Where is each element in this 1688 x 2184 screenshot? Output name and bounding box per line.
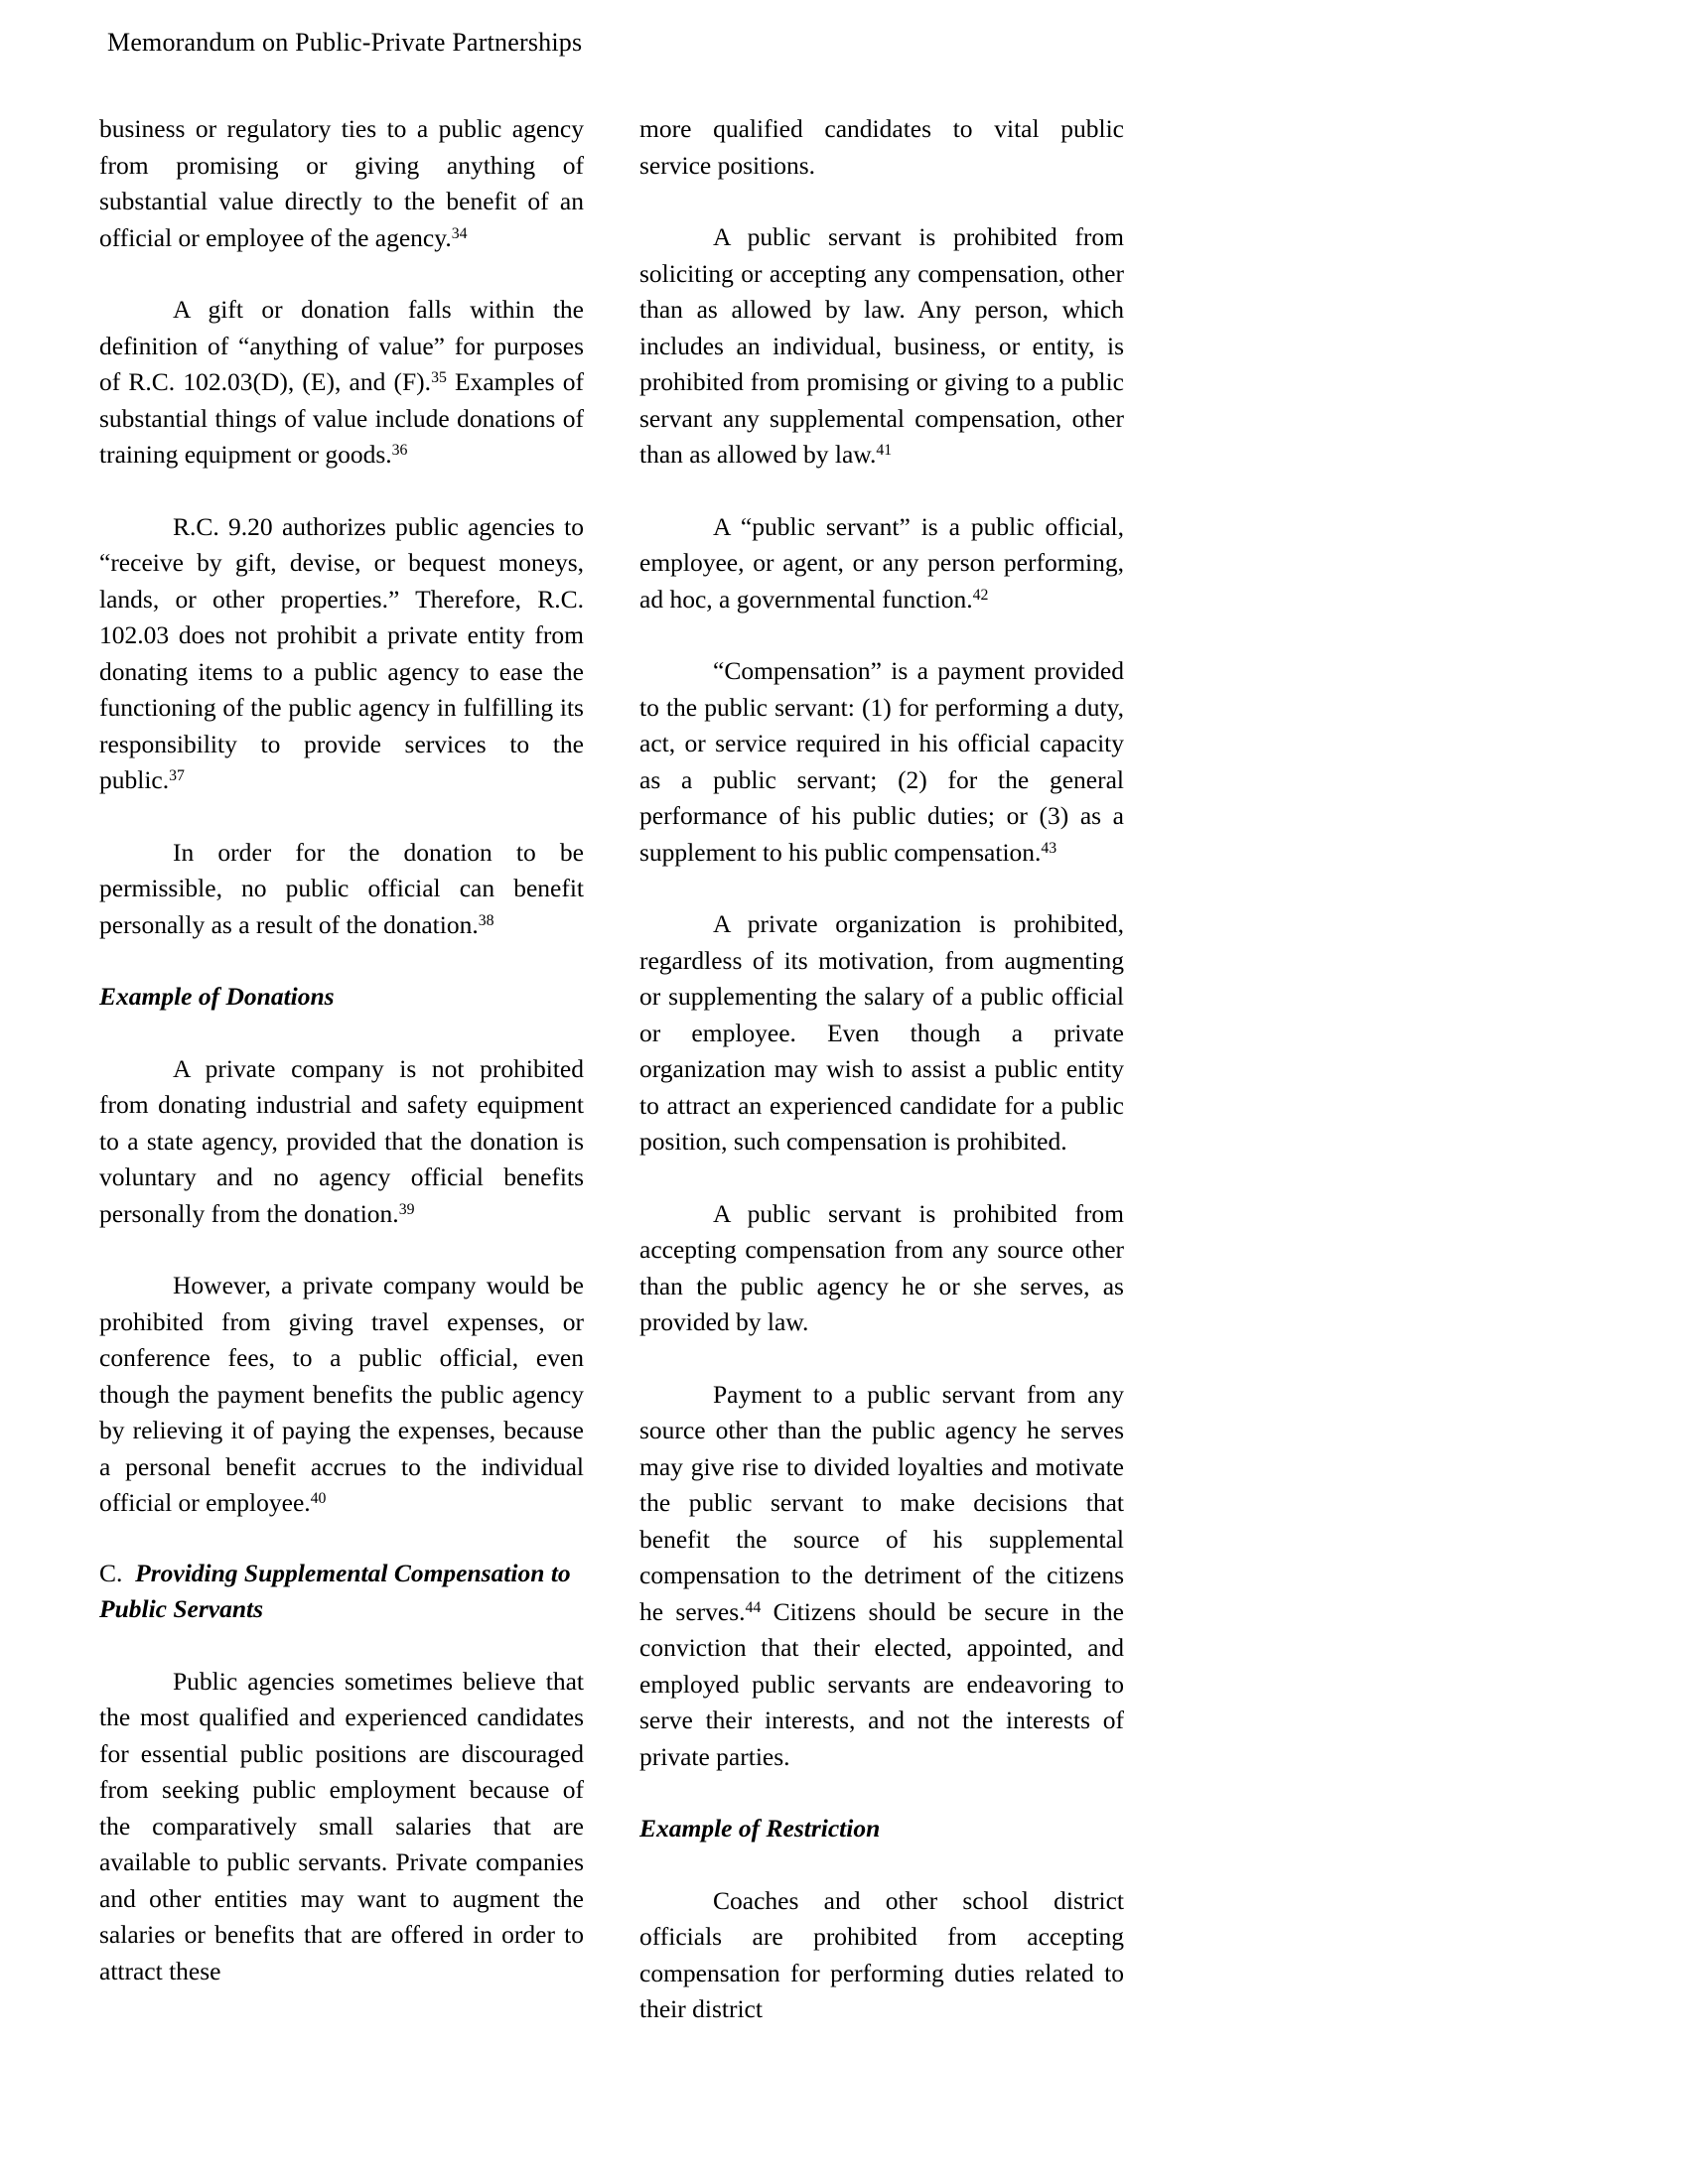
paragraph-coaches (639, 1883, 1124, 2028)
paragraph-donation-permissible (99, 835, 584, 944)
paragraph-text: more qualified candidates to vital public service positions. (639, 114, 1124, 180)
heading-example-of-donations: Example of Donations (99, 982, 335, 1011)
paragraph-text-continued: Citizens should be secure in the conviction that their elected, appointed, and employed public servants are endeavoring to serve their interests, and not the interests of private parties. (639, 1596, 1124, 1771)
heading-example-of-restriction: Example of Restriction (639, 1814, 881, 1843)
paragraph-private-company-donating (99, 1051, 584, 1233)
paragraph-more-qualified (639, 111, 1124, 184)
paragraph-text: “Compensation” is a payment provided to the public servant: (1) for performing a duty, act, or service required in his official capacity as a public servant; (2) for the general performance of his public duties; or (3) as a supplement to his public compensation. (639, 656, 1124, 867)
paragraph-business-ties (99, 111, 584, 256)
paragraph-text: Payment to a public servant from any source other than the public agency he serves may give rise to divided loyalties and motivate the public servant to make decisions that benefit the source of his supplemental compensation to the detriment of the citizens he serves. (639, 1379, 1124, 1626)
footnote-marker-39[interactable]: 39 (398, 1200, 415, 1218)
section-c-title: Providing Supplemental Compensation to Public Servants (99, 1558, 571, 1623)
paragraph-text: A private company is not prohibited from donating industrial and safety equipment to a state agency, provided that the donation is voluntary and no agency official benefits personally from the donation. (99, 1053, 584, 1228)
footnote-marker-41[interactable]: 41 (876, 441, 893, 459)
footnote-marker-37[interactable]: 37 (169, 766, 185, 784)
paragraph-text-continued: Examples of substantial things of value include donations of training equipment or goods. (99, 367, 584, 469)
paragraph-text: R.C. 9.20 authorizes public agencies to “receive by gift, devise, or bequest moneys, lands, or other properties.” Therefore, R.C. 102.03 does not prohibit a private entity from donating items to a public agency to ease the functioning of the public agency in fulfilling its responsibility to provide services to the public. (99, 511, 584, 794)
footnote-marker-35[interactable]: 35 (431, 368, 447, 386)
paragraph-gift-donation (99, 292, 584, 474)
footnote-marker-42[interactable]: 42 (972, 586, 989, 604)
paragraph-text: A public servant is prohibited from accepting compensation from any source other than the public agency he or she serves, as provided by law. (639, 1198, 1124, 1336)
running-head: Memorandum on Public-Private Partnerships (107, 28, 583, 57)
paragraph-travel-expenses (99, 1268, 584, 1522)
paragraph-divided-loyalties (639, 1377, 1124, 1776)
two-column-body (99, 111, 1589, 2028)
paragraph-text: In order for the donation to be permissible, no public official can benefit personally as a result of the donation. (99, 837, 584, 939)
paragraph-soliciting-compensation (639, 219, 1124, 474)
footnote-marker-36[interactable]: 36 (391, 441, 408, 459)
paragraph-text: business or regulatory ties to a public agency from promising or giving anything of substantial value directly to the benefit of an official or employee of the agency. (99, 114, 584, 252)
paragraph-public-servant-definition (639, 509, 1124, 618)
footnote-marker-40[interactable]: 40 (310, 1489, 327, 1507)
paragraph-text: A public servant is prohibited from soliciting or accepting any compensation, other than as allowed by law. Any person, which includes an individual, business, or entity, is prohibited from promising or giving to a public servant any supplemental compensation, other than as allowed by law. (639, 222, 1124, 469)
paragraph-text: Public agencies sometimes believe that the most qualified and experienced candidates for essential public positions are discouraged from seeking public employment because of the comparatively small salaries that are available to public servants. Private companies and other entities may want to augment the salaries or benefits that are offered in order to attract these (99, 1666, 584, 1985)
paragraph-compensation-definition (639, 653, 1124, 871)
footnote-marker-43[interactable]: 43 (1041, 839, 1057, 857)
paragraph-accepting-other-source (639, 1196, 1124, 1341)
paragraph-text: A gift or donation falls within the definition of “anything of value” for purposes of R.C. 102.03(D), (E), and (F). (99, 295, 584, 396)
paragraph-text: A private organization is prohibited, regardless of its motivation, from augmenting or supplementing the salary of a public official or employee. Even though a private organization may wish to assist a public entity to attract an experienced candidate for a public position, such compensation is prohibited. (639, 909, 1124, 1156)
paragraph-text: A “public servant” is a public official, employee, or agent, or any person performing, ad hoc, a governmental function. (639, 511, 1124, 614)
left-column (99, 111, 584, 1989)
paragraph-public-agencies-believe (99, 1664, 584, 1990)
footnote-marker-44[interactable]: 44 (745, 1598, 762, 1616)
right-column (639, 111, 1124, 2028)
paragraph-text: Coaches and other school district officials are prohibited from accepting compensation for performing duties related to their district (639, 1885, 1124, 2023)
footnote-marker-38[interactable]: 38 (478, 911, 494, 929)
paragraph-rc-920 (99, 509, 584, 799)
paragraph-text: However, a private company would be prohibited from giving travel expenses, or conference fees, to a public official, even though the payment benefits the public agency by relieving it of paying the expenses, because a personal benefit accrues to the individual official or employee. (99, 1271, 584, 1517)
section-c-letter: C. (99, 1558, 123, 1587)
footnote-marker-34[interactable]: 34 (451, 224, 468, 242)
heading-section-c (99, 1556, 584, 1628)
paragraph-private-organization-augment (639, 906, 1124, 1160)
